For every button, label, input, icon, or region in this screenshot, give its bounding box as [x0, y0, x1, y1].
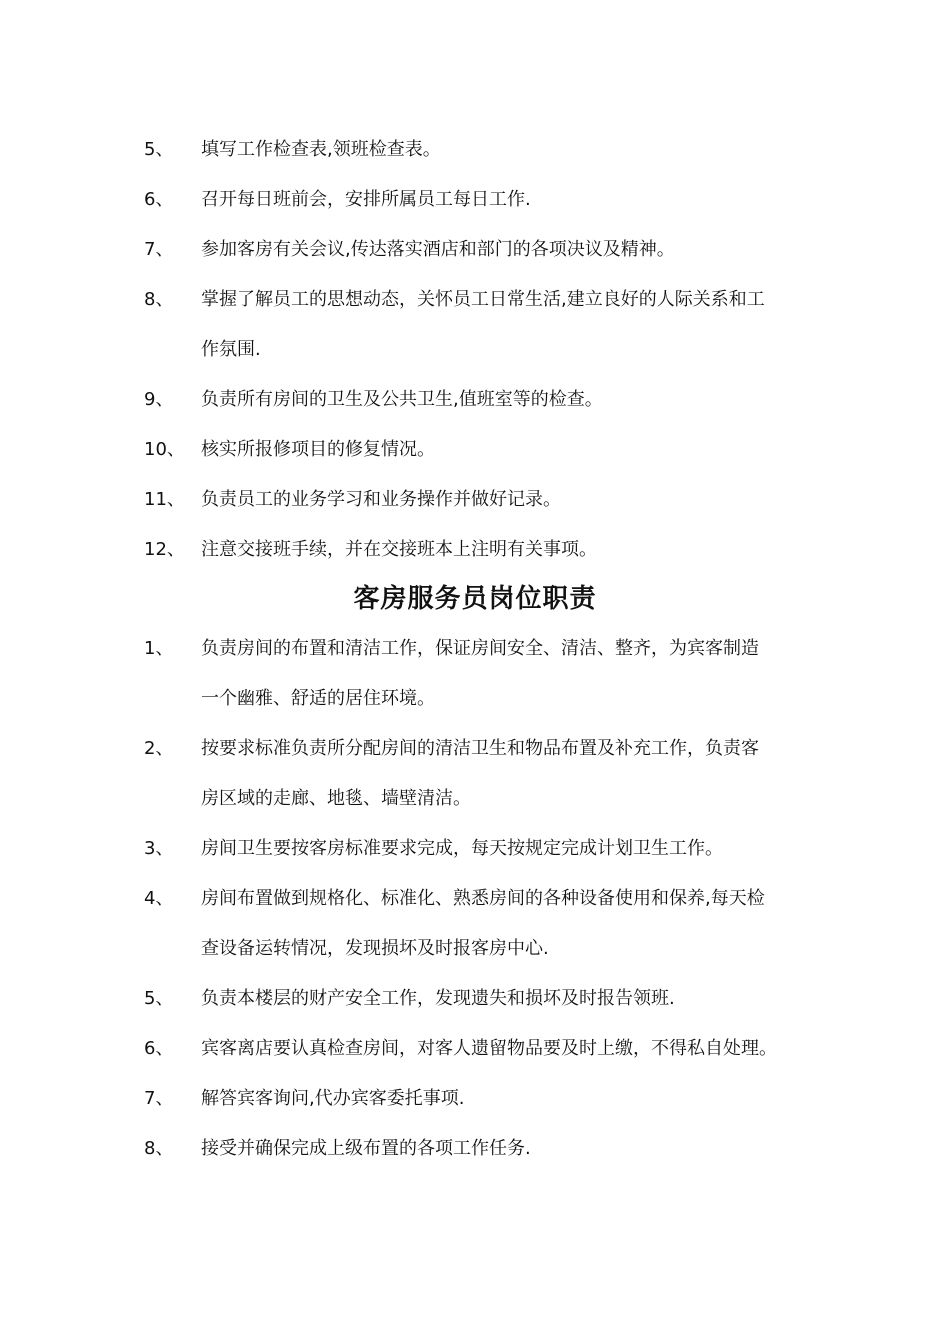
item-number: 3、 — [144, 838, 174, 859]
item-text — [201, 125, 813, 175]
duty-list-room-attendant — [0, 624, 950, 1174]
item-text — [201, 974, 813, 1024]
item-text — [201, 624, 813, 724]
list-item — [0, 824, 950, 874]
item-number: 8、 — [144, 289, 174, 310]
list-item — [0, 1074, 950, 1124]
item-text-line: 接受并确保完成上级布置的各项工作任务. — [201, 1138, 531, 1159]
list-item — [0, 1124, 950, 1174]
item-number: 1、 — [144, 638, 174, 659]
item-text — [201, 1024, 813, 1074]
item-number: 6、 — [144, 1038, 174, 1059]
item-text — [201, 1074, 813, 1124]
item-text-line: 注意交接班手续，并在交接班本上注明有关事项。 — [201, 539, 597, 560]
item-number: 11、 — [144, 489, 185, 510]
list-item — [0, 475, 950, 525]
item-number: 6、 — [144, 189, 174, 210]
list-item — [0, 425, 950, 475]
item-text — [201, 275, 813, 375]
section-heading: 客房服务员岗位职责 — [353, 584, 597, 614]
list-item — [0, 874, 950, 974]
item-number: 2、 — [144, 738, 174, 759]
item-text — [201, 724, 813, 824]
list-item — [0, 624, 950, 724]
item-text-line: 解答宾客询问,代办宾客委托事项. — [201, 1088, 465, 1109]
item-number: 7、 — [144, 1088, 174, 1109]
item-text-line: 房区域的走廊、地毯、墙壁清洁。 — [201, 788, 471, 809]
item-text-line: 查设备运转情况，发现损坏及时报客房中心. — [201, 938, 549, 959]
item-number: 8、 — [144, 1138, 174, 1159]
item-text-line: 召开每日班前会，安排所属员工每日工作. — [201, 189, 531, 210]
item-text — [201, 874, 813, 974]
item-number: 12、 — [144, 539, 185, 560]
item-text-line: 房间卫生要按客房标准要求完成，每天按规定完成计划卫生工作。 — [201, 838, 723, 859]
list-item — [0, 275, 950, 375]
item-text-line: 按要求标准负责所分配房间的清洁卫生和物品布置及补充工作，负责客 — [201, 738, 759, 759]
item-text — [201, 425, 813, 475]
item-text-line: 负责房间的布置和清洁工作，保证房间安全、清洁、整齐，为宾客制造 — [201, 638, 759, 659]
item-number: 7、 — [144, 239, 174, 260]
item-text-line: 一个幽雅、舒适的居住环境。 — [201, 688, 435, 709]
item-text — [201, 475, 813, 525]
item-text-line: 参加客房有关会议,传达落实酒店和部门的各项决议及精神。 — [201, 239, 675, 260]
item-text — [201, 375, 813, 425]
list-item — [0, 1024, 950, 1074]
item-text — [201, 824, 813, 874]
item-text-line: 负责员工的业务学习和业务操作并做好记录。 — [201, 489, 561, 510]
list-item — [0, 525, 950, 575]
list-item — [0, 724, 950, 824]
list-item — [0, 125, 950, 175]
item-text-line: 作氛围. — [201, 339, 261, 360]
item-text-line: 负责本楼层的财产安全工作，发现遗失和损坏及时报告领班. — [201, 988, 675, 1009]
item-number: 10、 — [144, 439, 185, 460]
item-number: 5、 — [144, 139, 174, 160]
item-text — [201, 525, 813, 575]
item-text-line: 掌握了解员工的思想动态，关怀员工日常生活,建立良好的人际关系和工 — [201, 289, 765, 310]
item-text-line: 填写工作检查表,领班检查表。 — [201, 139, 441, 160]
item-text-line: 核实所报修项目的修复情况。 — [201, 439, 435, 460]
list-item — [0, 225, 950, 275]
item-number: 9、 — [144, 389, 174, 410]
item-text-line: 宾客离店要认真检查房间，对客人遗留物品要及时上缴，不得私自处理。 — [201, 1038, 777, 1059]
duty-list-supervisor — [0, 125, 950, 575]
item-text-line: 房间布置做到规格化、标准化、熟悉房间的各种设备使用和保养,每天检 — [201, 888, 765, 909]
item-number: 4、 — [144, 888, 174, 909]
item-text-line: 负责所有房间的卫生及公共卫生,值班室等的检查。 — [201, 389, 603, 410]
item-text — [201, 175, 813, 225]
item-number: 5、 — [144, 988, 174, 1009]
list-item — [0, 375, 950, 425]
list-item — [0, 175, 950, 225]
list-item — [0, 974, 950, 1024]
item-text — [201, 225, 813, 275]
item-text — [201, 1124, 813, 1174]
